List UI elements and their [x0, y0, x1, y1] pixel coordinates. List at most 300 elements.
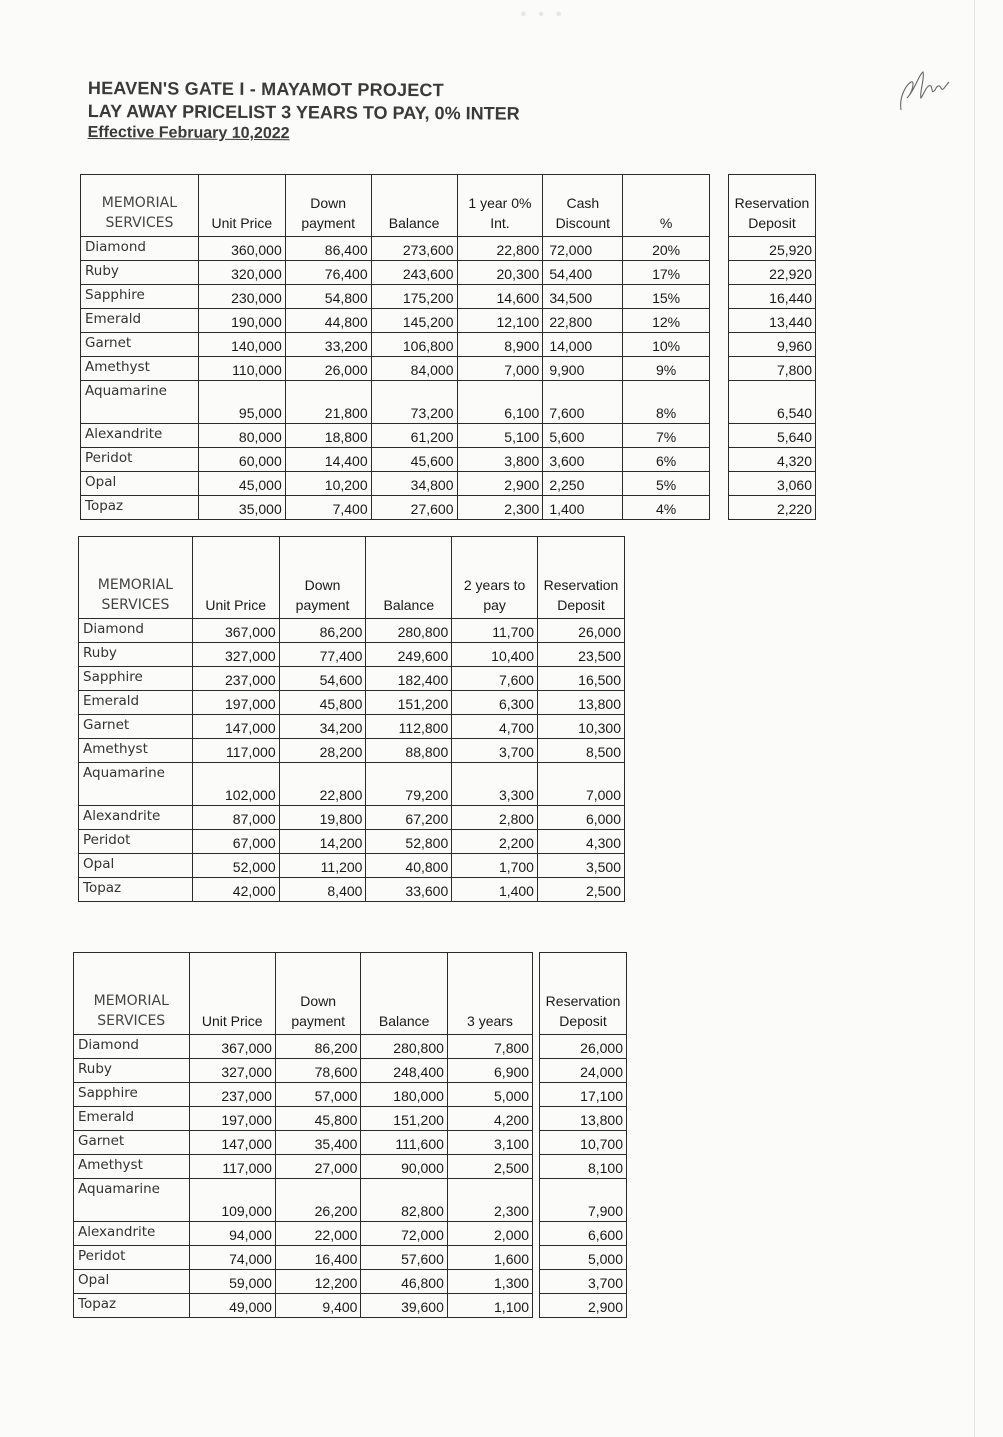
- value-cell: 2,300: [447, 1179, 532, 1222]
- value-cell: 27,000: [275, 1155, 361, 1179]
- value-cell: 80,000: [198, 424, 285, 448]
- value-cell: 73,200: [371, 381, 457, 424]
- value-cell: 112,800: [366, 715, 452, 739]
- value-cell: 86,200: [279, 619, 366, 643]
- table-row: [81, 448, 816, 472]
- table-row: [81, 381, 816, 424]
- value-cell: 6,600: [540, 1222, 627, 1246]
- service-name-cell: Diamond: [79, 619, 193, 643]
- column-gap: [533, 1131, 540, 1155]
- value-cell: 367,000: [189, 1035, 275, 1059]
- table-row: [79, 667, 625, 691]
- column-gap: [533, 1222, 540, 1246]
- value-cell: 3,600: [543, 448, 623, 472]
- column-gap: [710, 175, 729, 237]
- value-cell: 7,000: [537, 763, 624, 806]
- value-cell: 26,000: [537, 619, 624, 643]
- value-cell: 8,900: [457, 333, 543, 357]
- col-header-cash-discount: Cash Discount: [543, 175, 623, 237]
- value-cell: 49,000: [189, 1294, 275, 1318]
- pricelist-title: LAY AWAY PRICELIST 3 YEARS TO PAY, 0% INTER: [87, 100, 520, 124]
- value-cell: 52,000: [192, 854, 279, 878]
- value-cell: 18,800: [285, 424, 371, 448]
- value-cell: 6,540: [728, 381, 815, 424]
- column-gap: [533, 1059, 540, 1083]
- value-cell: 3,800: [457, 448, 543, 472]
- value-cell: 1,300: [447, 1270, 532, 1294]
- service-name-cell: Peridot: [81, 448, 199, 472]
- value-cell: 5,640: [728, 424, 815, 448]
- column-gap: [710, 472, 729, 496]
- table-row: [79, 763, 625, 806]
- column-gap: [710, 357, 729, 381]
- value-cell: 320,000: [198, 261, 285, 285]
- column-gap: [533, 953, 540, 1035]
- value-cell: 2,250: [543, 472, 623, 496]
- value-cell: 67,200: [366, 806, 452, 830]
- value-cell: 35,000: [198, 496, 285, 520]
- col-header-balance: Balance: [366, 537, 452, 619]
- value-cell: 145,200: [371, 309, 457, 333]
- service-name-cell: Aquamarine: [74, 1179, 190, 1222]
- value-cell: 16,440: [728, 285, 815, 309]
- value-cell: 3,700: [452, 739, 538, 763]
- value-cell: 5,100: [457, 424, 543, 448]
- col-header-reservation: Reservation Deposit: [537, 537, 624, 619]
- col-header-balance: Balance: [361, 953, 447, 1035]
- service-name-cell: Garnet: [81, 333, 199, 357]
- service-name-cell: Garnet: [74, 1131, 190, 1155]
- value-cell: 111,600: [361, 1131, 447, 1155]
- value-cell: 16,500: [537, 667, 624, 691]
- value-cell: 140,000: [198, 333, 285, 357]
- value-cell: 248,400: [361, 1059, 447, 1083]
- table-row: [74, 1246, 627, 1270]
- value-cell: 26,200: [275, 1179, 361, 1222]
- table-row: [81, 285, 816, 309]
- column-gap: [710, 309, 729, 333]
- value-cell: 82,800: [361, 1179, 447, 1222]
- value-cell: 280,800: [366, 619, 452, 643]
- value-cell: 67,000: [192, 830, 279, 854]
- column-gap: [533, 1179, 540, 1222]
- value-cell: 52,800: [366, 830, 452, 854]
- service-name-cell: Alexandrite: [79, 806, 193, 830]
- value-cell: 2,300: [457, 496, 543, 520]
- col-header-reservation: Reservation Deposit: [728, 175, 815, 237]
- value-cell: 20,300: [457, 261, 543, 285]
- value-cell: 5,000: [540, 1246, 627, 1270]
- table-row: [81, 333, 816, 357]
- service-name-cell: Peridot: [74, 1246, 190, 1270]
- project-title: HEAVEN'S GATE I - MAYAMOT PROJECT: [87, 78, 444, 101]
- table-row: [74, 1107, 627, 1131]
- value-cell: 2,220: [728, 496, 815, 520]
- col-header-monthly: 2 years to pay: [452, 537, 538, 619]
- value-cell: 117,000: [189, 1155, 275, 1179]
- value-cell: 230,000: [198, 285, 285, 309]
- value-cell: 6,100: [457, 381, 543, 424]
- value-cell: 10%: [623, 333, 710, 357]
- value-cell: 3,700: [540, 1270, 627, 1294]
- value-cell: 2,500: [537, 878, 624, 902]
- value-cell: 28,200: [279, 739, 366, 763]
- table-header-row: [81, 175, 816, 237]
- table-row: [74, 1131, 627, 1155]
- value-cell: 182,400: [366, 667, 452, 691]
- value-cell: 2,900: [540, 1294, 627, 1318]
- value-cell: 45,000: [198, 472, 285, 496]
- value-cell: 94,000: [189, 1222, 275, 1246]
- value-cell: 90,000: [361, 1155, 447, 1179]
- service-name-cell: Topaz: [79, 878, 193, 902]
- value-cell: 6,900: [447, 1059, 532, 1083]
- value-cell: 40,800: [366, 854, 452, 878]
- value-cell: 4%: [623, 496, 710, 520]
- value-cell: 57,600: [361, 1246, 447, 1270]
- value-cell: 17,100: [540, 1083, 627, 1107]
- table-row: [79, 643, 625, 667]
- value-cell: 102,000: [192, 763, 279, 806]
- value-cell: 249,600: [366, 643, 452, 667]
- col-header-services: MEMORIAL SERVICES: [74, 953, 190, 1035]
- value-cell: 3,500: [537, 854, 624, 878]
- value-cell: 54,800: [285, 285, 371, 309]
- value-cell: 147,000: [189, 1131, 275, 1155]
- value-cell: 6,000: [537, 806, 624, 830]
- value-cell: 34,800: [371, 472, 457, 496]
- value-cell: 17%: [623, 261, 710, 285]
- table-row: [74, 1155, 627, 1179]
- value-cell: 12,200: [275, 1270, 361, 1294]
- pricelist-table-3-years: [73, 952, 627, 1318]
- value-cell: 11,200: [279, 854, 366, 878]
- service-name-cell: Emerald: [79, 691, 193, 715]
- value-cell: 5%: [623, 472, 710, 496]
- table-header-row: [79, 537, 625, 619]
- column-gap: [533, 1155, 540, 1179]
- value-cell: 180,000: [361, 1083, 447, 1107]
- value-cell: 35,400: [275, 1131, 361, 1155]
- column-gap: [533, 1294, 540, 1318]
- value-cell: 4,200: [447, 1107, 532, 1131]
- value-cell: 106,800: [371, 333, 457, 357]
- value-cell: 1,600: [447, 1246, 532, 1270]
- service-name-cell: Ruby: [74, 1059, 190, 1083]
- column-gap: [710, 285, 729, 309]
- value-cell: 6,300: [452, 691, 538, 715]
- col-header-monthly: 3 years: [447, 953, 532, 1035]
- value-cell: 34,200: [279, 715, 366, 739]
- value-cell: 3,300: [452, 763, 538, 806]
- value-cell: 9,900: [543, 357, 623, 381]
- value-cell: 151,200: [366, 691, 452, 715]
- value-cell: 20%: [623, 237, 710, 261]
- column-gap: [533, 1246, 540, 1270]
- value-cell: 7,600: [452, 667, 538, 691]
- col-header-percent: %: [623, 175, 710, 237]
- col-header-services: MEMORIAL SERVICES: [81, 175, 199, 237]
- value-cell: 79,200: [366, 763, 452, 806]
- value-cell: 84,000: [371, 357, 457, 381]
- value-cell: 44,800: [285, 309, 371, 333]
- table-row: [74, 1294, 627, 1318]
- value-cell: 7,600: [543, 381, 623, 424]
- pricelist-table-1-year: [80, 174, 816, 520]
- service-name-cell: Amethyst: [79, 739, 193, 763]
- value-cell: 237,000: [192, 667, 279, 691]
- value-cell: 7,800: [447, 1035, 532, 1059]
- table-row: [79, 806, 625, 830]
- value-cell: 4,300: [537, 830, 624, 854]
- value-cell: 10,400: [452, 643, 538, 667]
- value-cell: 4,700: [452, 715, 538, 739]
- value-cell: 42,000: [192, 878, 279, 902]
- value-cell: 7,900: [540, 1179, 627, 1222]
- table-row: [81, 237, 816, 261]
- table-row: [79, 715, 625, 739]
- service-name-cell: Amethyst: [81, 357, 199, 381]
- value-cell: 86,400: [285, 237, 371, 261]
- table-row: [79, 739, 625, 763]
- col-header-balance: Balance: [371, 175, 457, 237]
- value-cell: 57,000: [275, 1083, 361, 1107]
- value-cell: 76,400: [285, 261, 371, 285]
- value-cell: 1,700: [452, 854, 538, 878]
- service-name-cell: Alexandrite: [74, 1222, 190, 1246]
- table-row: [74, 1270, 627, 1294]
- table-row: [81, 496, 816, 520]
- value-cell: 243,600: [371, 261, 457, 285]
- service-name-cell: Diamond: [81, 237, 199, 261]
- column-gap: [533, 1270, 540, 1294]
- service-name-cell: Sapphire: [79, 667, 193, 691]
- value-cell: 72,000: [361, 1222, 447, 1246]
- column-gap: [533, 1083, 540, 1107]
- col-header-down-payment: Down payment: [279, 537, 366, 619]
- value-cell: 8,500: [537, 739, 624, 763]
- value-cell: 8,100: [540, 1155, 627, 1179]
- value-cell: 151,200: [361, 1107, 447, 1131]
- value-cell: 6%: [623, 448, 710, 472]
- table-row: [79, 619, 625, 643]
- value-cell: 59,000: [189, 1270, 275, 1294]
- value-cell: 77,400: [279, 643, 366, 667]
- col-header-down-payment: Down payment: [275, 953, 361, 1035]
- value-cell: 26,000: [540, 1035, 627, 1059]
- value-cell: 22,800: [543, 309, 623, 333]
- value-cell: 60,000: [198, 448, 285, 472]
- value-cell: 197,000: [192, 691, 279, 715]
- document-header: [88, 78, 520, 145]
- value-cell: 1,400: [543, 496, 623, 520]
- value-cell: 360,000: [198, 237, 285, 261]
- value-cell: 13,440: [728, 309, 815, 333]
- value-cell: 7,800: [728, 357, 815, 381]
- column-gap: [710, 424, 729, 448]
- value-cell: 273,600: [371, 237, 457, 261]
- value-cell: 39,600: [361, 1294, 447, 1318]
- column-gap: [710, 448, 729, 472]
- value-cell: 19,800: [279, 806, 366, 830]
- value-cell: 15%: [623, 285, 710, 309]
- value-cell: 26,000: [285, 357, 371, 381]
- value-cell: 34,500: [543, 285, 623, 309]
- service-name-cell: Ruby: [79, 643, 193, 667]
- value-cell: 5,000: [447, 1083, 532, 1107]
- value-cell: 175,200: [371, 285, 457, 309]
- table-row: [79, 878, 625, 902]
- value-cell: 237,000: [189, 1083, 275, 1107]
- value-cell: 14,000: [543, 333, 623, 357]
- value-cell: 8%: [623, 381, 710, 424]
- value-cell: 88,800: [366, 739, 452, 763]
- service-name-cell: Opal: [79, 854, 193, 878]
- column-gap: [710, 333, 729, 357]
- col-header-reservation: Reservation Deposit: [540, 953, 627, 1035]
- effective-date: Effective February 10,2022: [87, 123, 290, 143]
- value-cell: 45,600: [371, 448, 457, 472]
- table-row: [74, 1179, 627, 1222]
- service-name-cell: Topaz: [74, 1294, 190, 1318]
- scan-artifact: ● ● ●: [520, 8, 567, 20]
- value-cell: 14,200: [279, 830, 366, 854]
- value-cell: 3,060: [728, 472, 815, 496]
- col-header-unit-price: Unit Price: [192, 537, 279, 619]
- value-cell: 78,600: [275, 1059, 361, 1083]
- value-cell: 13,800: [540, 1107, 627, 1131]
- value-cell: 54,600: [279, 667, 366, 691]
- value-cell: 11,700: [452, 619, 538, 643]
- value-cell: 33,600: [366, 878, 452, 902]
- value-cell: 7,000: [457, 357, 543, 381]
- service-name-cell: Aquamarine: [81, 381, 199, 424]
- table-row: [81, 309, 816, 333]
- value-cell: 21,800: [285, 381, 371, 424]
- value-cell: 54,400: [543, 261, 623, 285]
- table-row: [79, 830, 625, 854]
- value-cell: 45,800: [275, 1107, 361, 1131]
- column-gap: [710, 237, 729, 261]
- page-edge-line: [974, 0, 975, 1437]
- value-cell: 7%: [623, 424, 710, 448]
- column-gap: [710, 496, 729, 520]
- col-header-unit-price: Unit Price: [189, 953, 275, 1035]
- service-name-cell: Emerald: [74, 1107, 190, 1131]
- service-name-cell: Alexandrite: [81, 424, 199, 448]
- value-cell: 367,000: [192, 619, 279, 643]
- value-cell: 74,000: [189, 1246, 275, 1270]
- value-cell: 7,400: [285, 496, 371, 520]
- service-name-cell: Aquamarine: [79, 763, 193, 806]
- column-gap: [533, 1035, 540, 1059]
- table-row: [79, 691, 625, 715]
- col-header-services: MEMORIAL SERVICES: [79, 537, 193, 619]
- value-cell: 13,800: [537, 691, 624, 715]
- value-cell: 5,600: [543, 424, 623, 448]
- table-row: [81, 424, 816, 448]
- value-cell: 2,000: [447, 1222, 532, 1246]
- table-row: [74, 1222, 627, 1246]
- value-cell: 10,300: [537, 715, 624, 739]
- value-cell: 72,000: [543, 237, 623, 261]
- value-cell: 280,800: [361, 1035, 447, 1059]
- value-cell: 8,400: [279, 878, 366, 902]
- value-cell: 22,920: [728, 261, 815, 285]
- column-gap: [710, 381, 729, 424]
- value-cell: 87,000: [192, 806, 279, 830]
- service-name-cell: Sapphire: [74, 1083, 190, 1107]
- service-name-cell: Sapphire: [81, 285, 199, 309]
- service-name-cell: Emerald: [81, 309, 199, 333]
- col-header-unit-price: Unit Price: [198, 175, 285, 237]
- service-name-cell: Opal: [81, 472, 199, 496]
- handwritten-initials: [895, 64, 955, 116]
- value-cell: 1,400: [452, 878, 538, 902]
- value-cell: 24,000: [540, 1059, 627, 1083]
- value-cell: 12,100: [457, 309, 543, 333]
- value-cell: 2,500: [447, 1155, 532, 1179]
- value-cell: 61,200: [371, 424, 457, 448]
- value-cell: 12%: [623, 309, 710, 333]
- value-cell: 14,400: [285, 448, 371, 472]
- value-cell: 147,000: [192, 715, 279, 739]
- table-header-row: [74, 953, 627, 1035]
- value-cell: 22,000: [275, 1222, 361, 1246]
- service-name-cell: Topaz: [81, 496, 199, 520]
- value-cell: 2,200: [452, 830, 538, 854]
- value-cell: 327,000: [192, 643, 279, 667]
- value-cell: 197,000: [189, 1107, 275, 1131]
- table-row: [79, 854, 625, 878]
- value-cell: 109,000: [189, 1179, 275, 1222]
- value-cell: 4,320: [728, 448, 815, 472]
- table-row: [81, 261, 816, 285]
- value-cell: 22,800: [457, 237, 543, 261]
- table-row: [74, 1035, 627, 1059]
- service-name-cell: Amethyst: [74, 1155, 190, 1179]
- table-row: [74, 1083, 627, 1107]
- value-cell: 14,600: [457, 285, 543, 309]
- value-cell: 2,800: [452, 806, 538, 830]
- value-cell: 95,000: [198, 381, 285, 424]
- value-cell: 23,500: [537, 643, 624, 667]
- value-cell: 327,000: [189, 1059, 275, 1083]
- value-cell: 22,800: [279, 763, 366, 806]
- value-cell: 1,100: [447, 1294, 532, 1318]
- column-gap: [710, 261, 729, 285]
- value-cell: 27,600: [371, 496, 457, 520]
- value-cell: 25,920: [728, 237, 815, 261]
- value-cell: 10,200: [285, 472, 371, 496]
- table-row: [81, 357, 816, 381]
- service-name-cell: Diamond: [74, 1035, 190, 1059]
- value-cell: 2,900: [457, 472, 543, 496]
- value-cell: 190,000: [198, 309, 285, 333]
- value-cell: 110,000: [198, 357, 285, 381]
- col-header-monthly: 1 year 0% Int.: [457, 175, 543, 237]
- value-cell: 86,200: [275, 1035, 361, 1059]
- service-name-cell: Peridot: [79, 830, 193, 854]
- value-cell: 9,960: [728, 333, 815, 357]
- service-name-cell: Garnet: [79, 715, 193, 739]
- value-cell: 16,400: [275, 1246, 361, 1270]
- value-cell: 45,800: [279, 691, 366, 715]
- table-row: [81, 472, 816, 496]
- service-name-cell: Ruby: [81, 261, 199, 285]
- col-header-down-payment: Down payment: [285, 175, 371, 237]
- value-cell: 117,000: [192, 739, 279, 763]
